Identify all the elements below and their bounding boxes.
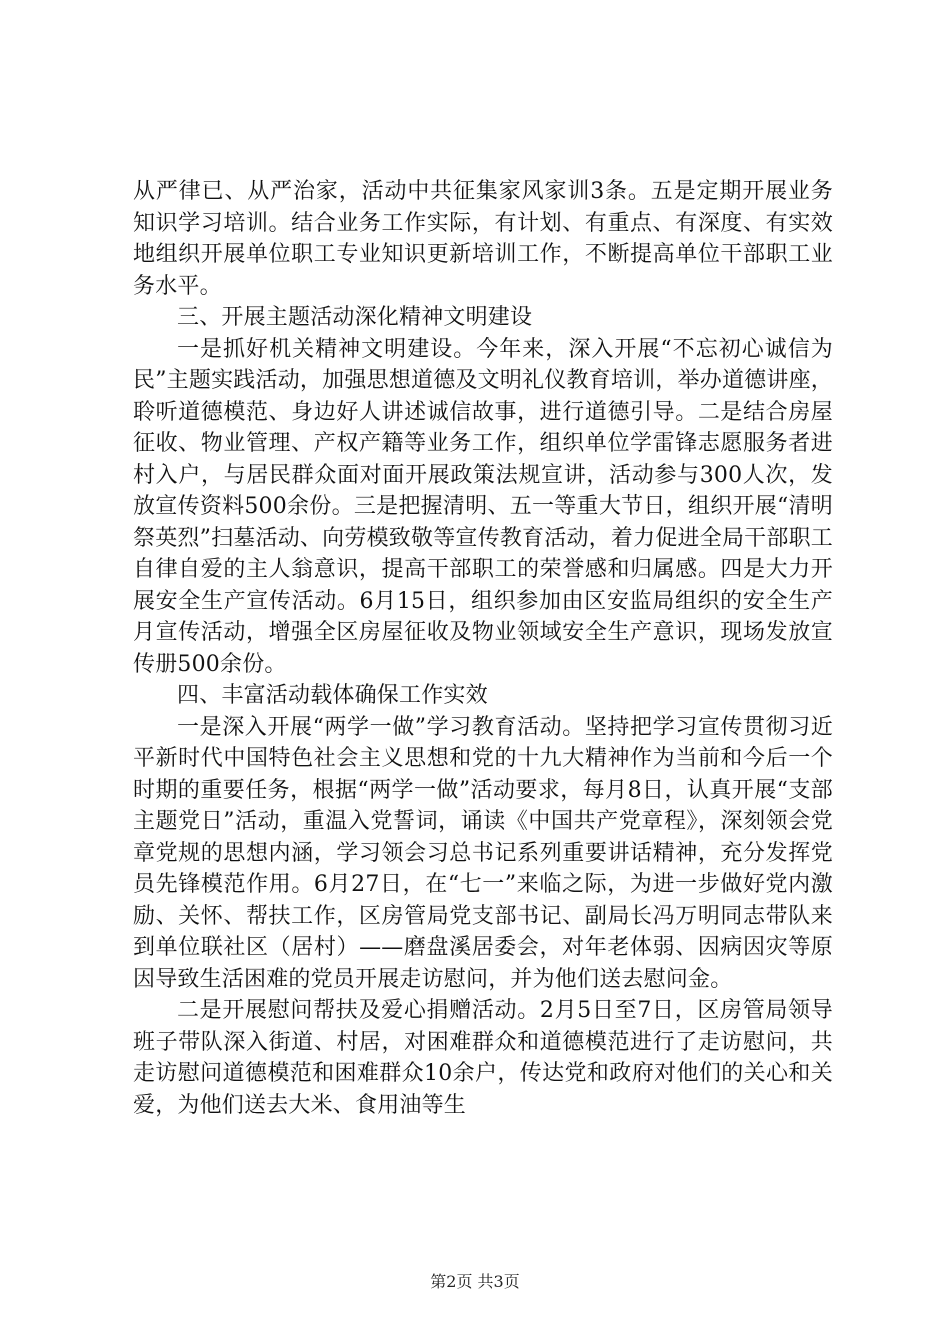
paragraph-continuation: 从严律已、从严治家，活动中共征集家风家训3条。五是定期开展业务知识学习培训。结合业务工作实际，有计划、有重点、有深度、有实效地组织开展单位职工专业知识更新培训工作，不断提高单位干部职工业务水平。 [133,179,833,299]
document-body [133,176,833,1121]
section-heading-4: 四、丰富活动载体确保工作实效 [177,683,488,708]
paragraph-civilization: 一是抓好机关精神文明建设。今年来，深入开展“不忘初心诚信为民”主题实践活动，加强思想道德及文明礼仪教育培训，举办道德讲座，聆听道德模范、身边好人讲述诚信故事，进行道德引导。二是结合房屋征收、物业管理、产权产籍等业务工作，组织单位学雷锋志愿服务者进村入户，与居民群众面对面开展政策法规宣讲，活动参与300人次，发放宣传资料500余份。三是把握清明、五一等重大节日，组织开展“清明祭英烈”扫墓活动、向劳模致敬等宣传教育活动，着力促进全局干部职工自律自爱的主人翁意识，提高干部职工的荣誉感和归属感。四是大力开展安全生产宣传活动。6月15日，组织参加由区安监局组织的安全生产月宣传活动，增强全区房屋征收及物业领域安全生产意识，现场发放宣传册500余份。 [133,336,833,677]
page-footer: 第2页 共3页 [430,1272,520,1291]
paragraph-two-studies: 一是深入开展“两学一做”学习教育活动。坚持把学习宣传贯彻习近平新时代中国特色社会主义思想和党的十九大精神作为当前和今后一个时期的重要任务，根据“两学一做”活动要求，每月8日，认真开展“支部主题党日”活动，重温入党誓词，诵读《中国共产党章程》，深刻领会党章党规的思想内涵，学习领会习总书记系列重要讲话精神，充分发挥党员先锋模范作用。6月27日，在“七一”来临之际，为进一步做好党内激励、关怀、帮扶工作，区房管局党支部书记、副局长冯万明同志带队来到单位联社区（居村）——磨盘溪居委会，对年老体弱、因病因灾等原因导致生活困难的党员开展走访慰问，并为他们送去慰问金。 [133,714,833,992]
paragraph-condolence: 二是开展慰问帮扶及爱心捐赠活动。2月5日至7日，区房管局领导班子带队深入街道、村居，对困难群众和道德模范进行了走访慰问，共走访慰问道德模范和困难群众10余户，传达党和政府对他们的关心和关爱，为他们送去大米、食用油等生 [133,998,833,1118]
section-heading-3: 三、开展主题活动深化精神文明建设 [177,305,533,330]
